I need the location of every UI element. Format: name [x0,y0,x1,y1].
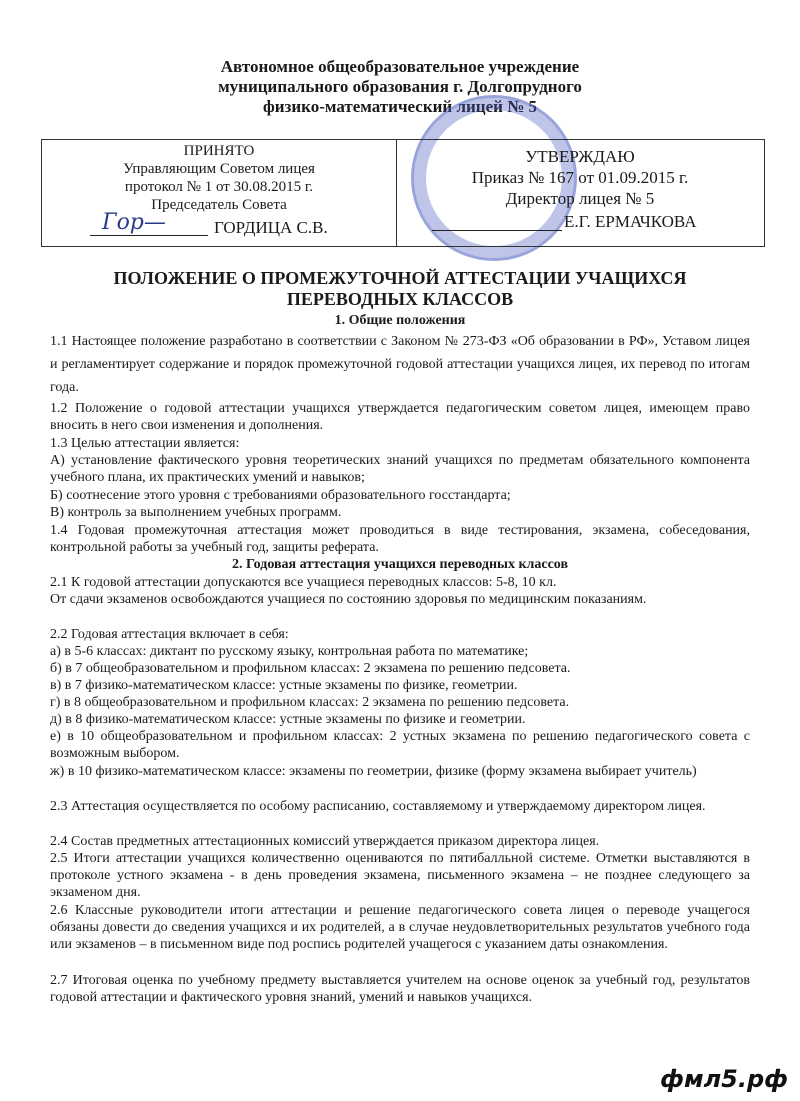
para-2-2: 2.2 Годовая аттестация включает в себя: [50,627,289,642]
header-line-2: муниципального образования г. Долгопрудного [218,77,582,96]
para-2-2e: д) в 8 физико-математическом классе: устные экзамены по физике и геометрии. [50,712,526,727]
approval-box [41,139,765,247]
para-2-5: 2.5 Итоги аттестации учащихся количественно оцениваются по пятибалльной системе. Отметки выставляются в протоколе устного экзамена - в день проведения экзамена, письменного экзамена – не позднее следующего за экзаменом дня. [50,851,750,900]
approval-left-line-1: ПРИНЯТО [183,143,255,159]
approval-right [397,146,763,209]
section-2-heading: 2. Годовая аттестация учащихся переводных классов [231,557,569,572]
para-1-3: 1.3 Целью аттестации является: [50,436,240,451]
para-2-2c: в) в 7 физико-математическом классе: устные экзамены по физике, геометрии. [50,678,518,693]
para-1-3b: Б) соотнесение этого уровня с требованиями образовательного госстандарта; [50,488,511,503]
approval-right-name: Е.Г. ЕРМАЧКОВА [564,212,697,231]
para-1-2: 1.2 Положение о годовой аттестации учащихся утверждается педагогическим советом лицея, имеющем право вносить в него свои изменения и дополнения. [50,401,750,433]
section-1-heading: 1. Общие положения [334,313,466,328]
header-line-1: Автономное общеобразовательное учреждение [220,57,580,76]
doc-title-line-1: ПОЛОЖЕНИЕ О ПРОМЕЖУТОЧНОЙ АТТЕСТАЦИИ УЧАЩИХСЯ [113,268,687,288]
signature-line-right [432,230,562,231]
para-2-1: 2.1 К годовой аттестации допускаются все учащиеся переводных классов: 5-8, 10 кл. [50,575,557,590]
para-2-4: 2.4 Состав предметных аттестационных комиссий утверждается приказом директора лицея. [50,834,600,849]
para-2-2g: ж) в 10 физико-математическом классе: экзамены по геометрии, физике (форму экзамена выбирает учитель) [50,764,697,779]
para-1-1: 1.1 Настоящее положение разработано в соответствии с Законом № 273-ФЗ «Об образовании в РФ», Уставом лицея и регламентирует содержание и порядок промежуточной годовой аттестации учащихся лицея, их перевод по итогам года. [50,334,750,395]
approval-right-line-2: Приказ № 167 от 01.09.2015 г. [471,168,689,187]
para-2-2d: г) в 8 общеобразовательном и профильном классах: 2 экзамена по решению педсовета. [50,695,570,710]
approval-right-line-1: УТВЕРЖДАЮ [525,147,635,166]
header-line-3: физико-математический лицей № 5 [262,97,538,116]
approval-left-line-2: Управляющим Советом лицея [123,161,315,177]
site-watermark: фмл5.рф [660,1065,788,1093]
para-2-2f: е) в 10 общеобразовательном и профильном классах: 2 устных экзамена по решению педагогического совета с возможным выбором. [50,729,750,761]
approval-right-line-3: Директор лицея № 5 [505,189,655,208]
para-1-4: 1.4 Годовая промежуточная аттестация может проводиться в виде тестирования, экзамена, собеседования, контрольной работы за учебный год, защиты реферата. [50,523,750,555]
approval-left-line-4: Председатель Совета [151,197,287,213]
para-2-1b: От сдачи экзаменов освобождаются учащиеся по состоянию здоровья по медицинским показаниям. [50,592,647,607]
doc-title-line-2: ПЕРЕВОДНЫХ КЛАССОВ [286,289,514,309]
approval-left [42,142,396,214]
para-2-3: 2.3 Аттестация осуществляется по особому расписанию, составляемому и утверждаемому директором лицея. [50,799,706,814]
signature-left: Гор— [102,210,166,235]
approval-left-name: ГОРДИЦА С.В. [214,218,328,237]
para-1-3c: В) контроль за выполнением учебных программ. [50,505,342,520]
approval-left-line-3: протокол № 1 от 30.08.2015 г. [124,179,314,195]
para-2-7: 2.7 Итоговая оценка по учебному предмету выставляется учителем на основе оценок за учебный год, результатов годовой аттестации и фактического уровня знаний, умений и навыков учащихся. [50,973,750,1005]
signature-line-left [90,235,208,236]
para-2-2a: а) в 5-6 классах: диктант по русскому языку, контрольная работа по математике; [50,644,529,659]
para-2-6: 2.6 Классные руководители итоги аттестации и решение педагогического совета лицея о переводе учащегося обязаны довести до сведения учащихся и их родителей, а в случае неудовлетворительных результатов учебного года или экзаменов – в письменном виде под роспись родителей учащегося с указанием даты ознакомления. [50,903,750,952]
para-2-2b: б) в 7 общеобразовательном и профильном классах: 2 экзамена по решению педсовета. [50,661,571,676]
para-1-3a: А) установление фактического уровня теоретических знаний учащихся по предметам обязательного компонента учебного плана, их практических умений и навыков; [50,453,750,485]
